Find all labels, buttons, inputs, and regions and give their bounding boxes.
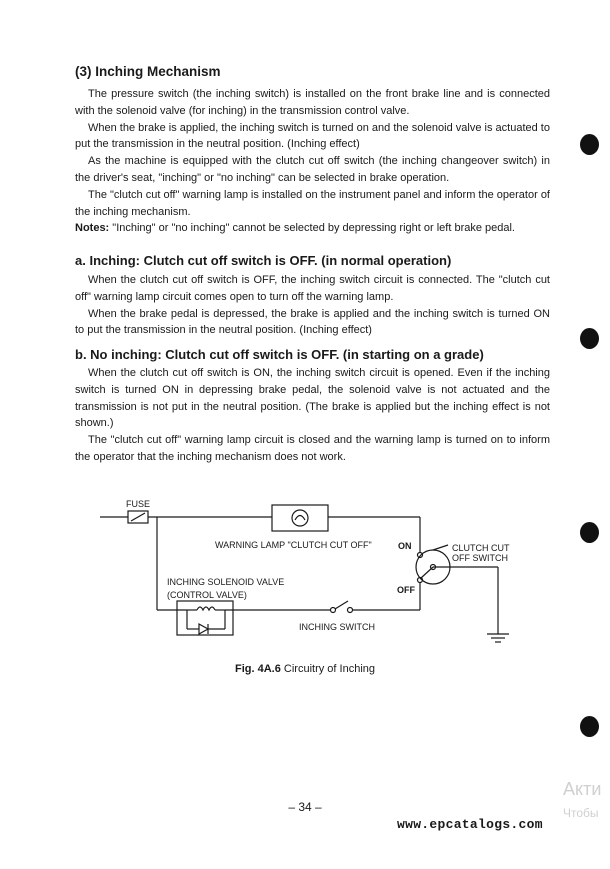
diode-symbol: [199, 624, 208, 634]
section-heading: (3) Inching Mechanism: [75, 64, 221, 79]
website-watermark: www.epcatalogs.com: [397, 817, 543, 832]
activation-watermark-line2: Чтобы: [563, 806, 599, 820]
activation-watermark-line1: Акти: [563, 779, 602, 799]
note-label: Notes:: [75, 222, 110, 235]
switch-contact: [348, 608, 353, 613]
switch-blade: [421, 567, 433, 578]
paragraph: When the clutch cut off switch is OFF, the inching switch circuit is connected. The "clutch cut off" warning lamp circuit comes open to turn off the warning lamp.: [75, 274, 550, 303]
page-number: – 34 –: [288, 800, 322, 814]
paragraph: The "clutch cut off" warning lamp circuit is closed and the warning lamp is turned on to inform the operator that the inching mechanism does not work.: [75, 434, 550, 463]
lamp-filament: [295, 516, 305, 521]
switch-label-line2: OFF SWITCH: [452, 553, 508, 563]
fuse-element: [131, 513, 145, 521]
paragraph: The "clutch cut off" warning lamp is installed on the instrument panel and inform the operator of the inching mechanism.: [75, 188, 550, 218]
off-label: OFF: [397, 585, 415, 595]
figure-title: Circuitry of Inching: [283, 663, 375, 675]
binder-hole-dot: [580, 716, 599, 737]
switch-label-line1: CLUTCH CUT: [452, 543, 510, 553]
warning-lamp-label: WARNING LAMP "CLUTCH CUT OFF": [215, 540, 372, 550]
note-text: "Inching" or "no inching" cannot be selected by depressing right or left brake pedal.: [109, 222, 515, 235]
lamp-bulb: [292, 510, 308, 526]
paragraph: When the brake is applied, the inching switch is turned on and the solenoid valve is actuated to put the transmission in the neutral position. (Inching effect): [75, 121, 550, 151]
solenoid-coil: [197, 607, 215, 610]
solenoid-label-line2: (CONTROL VALVE): [167, 590, 247, 600]
paragraph: When the clutch cut off switch is ON, the inching switch circuit is opened. Even if the inching switch is turned ON in depressing brake pedal, the solenoid valve is not actuated and the transmission is not put in the neutral position. (The brake is applied but the inching effect is not shown.): [75, 367, 550, 430]
warning-lamp-symbol: [272, 505, 328, 531]
figure-number: Fig. 4A.6: [235, 663, 281, 675]
fuse-label: FUSE: [126, 499, 151, 509]
inching-switch-lever: [335, 601, 348, 609]
label-leader: [433, 545, 448, 550]
inching-switch-label: INCHING SWITCH: [299, 622, 375, 632]
solenoid-label-line1: INCHING SOLENOID VALVE: [167, 577, 285, 587]
figure-caption: [0, 663, 610, 675]
subsection-b-heading: b. No inching: Clutch cut off switch is OFF. (in starting on a grade): [75, 347, 484, 362]
subsection-a-heading: a. Inching: Clutch cut off switch is OFF. (in normal operation): [75, 253, 452, 268]
on-label: ON: [398, 541, 412, 551]
paragraph: When the brake pedal is depressed, the brake is applied and the inching switch is turned ON to put the transmission in the neutral position. (Inching effect): [75, 307, 550, 337]
paragraph: The pressure switch (the inching switch) is installed on the front brake line and is connected with the solenoid valve (for inching) in the transmission control valve.: [75, 88, 550, 117]
switch-contact: [331, 608, 336, 613]
paragraph: As the machine is equipped with the clutch cut off switch (the inching changeover switch) in the driver's seat, "inching" or "no inching" can be selected in brake operation.: [75, 155, 550, 184]
